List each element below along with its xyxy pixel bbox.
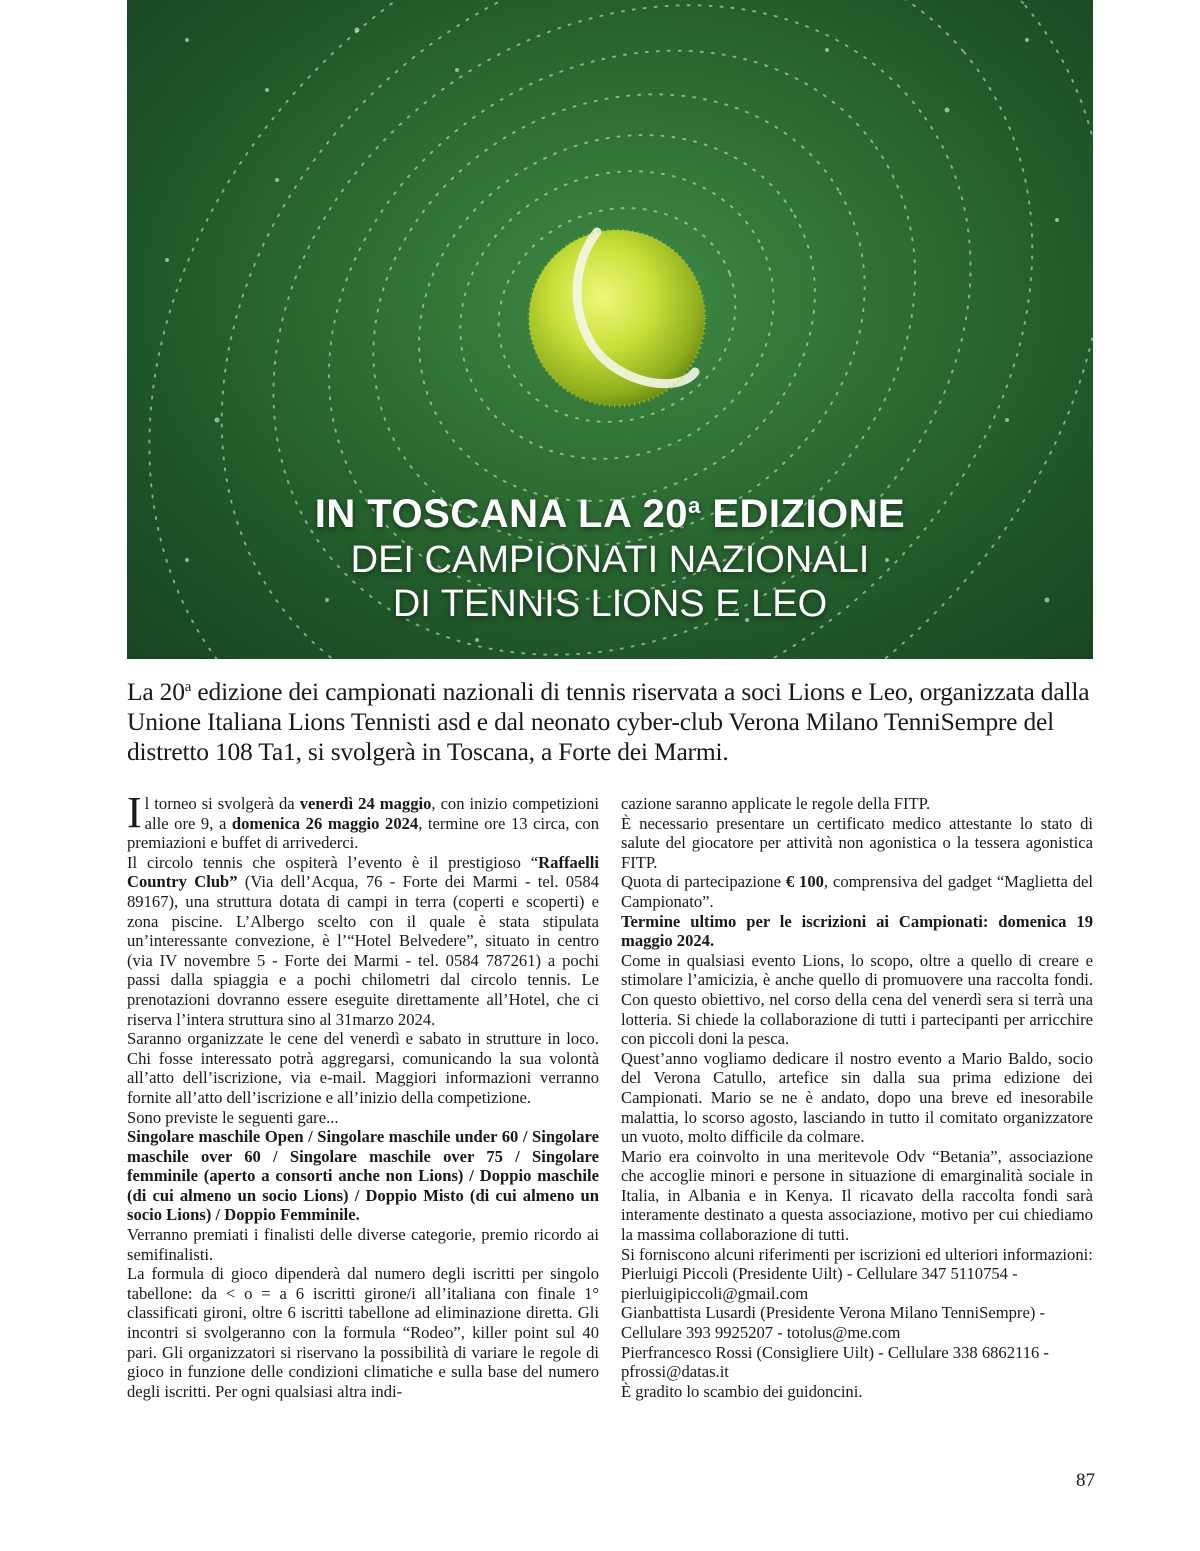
paragraph: Verranno premiati i finalisti delle diverse categorie, premio ricordo ai semifinalisti.	[127, 1225, 599, 1264]
paragraph: Sono previste le seguenti gare...	[127, 1107, 339, 1127]
contact-line: Pierluigi Piccoli (Presidente Uilt) - Cellulare 347 5110754 - pierluigipiccoli@gmail.com	[621, 1264, 1018, 1303]
paragraph: Si forniscono alcuni riferimenti per iscrizioni ed ulteriori informazioni:	[621, 1244, 1093, 1264]
drop-cap: I	[127, 788, 142, 837]
hero-image	[127, 0, 1093, 659]
title-line-1: IN TOSCANA LA 20$^a$ EDIZIONE	[314, 492, 906, 536]
paragraph: È necessario presentare un certificato medico attestante lo stato di salute del giocatore per attività non agonistica o la tessera agonistica FITP.	[621, 813, 1093, 872]
paragraph: Quest’anno vogliamo dedicare il nostro evento a Mario Baldo, socio del Verona Catullo, artefice sin dalla sua prima edizione dei Campionati. Mario se ne è andato, dopo una breve ed inesorabile malattia, lo scorso agosto, lasciando in tutto il comitato organizzatore un vuoto, molto difficile da colmare.	[621, 1048, 1093, 1147]
contact-line: Pierfrancesco Rossi (Consigliere Uilt) - Cellulare 338 6862116 - pfrossi@datas.it	[621, 1342, 1049, 1382]
page-number: 87	[1076, 1470, 1095, 1491]
lead-paragraph: La 20$^a$ edizione dei campionati nazionali di tennis riservata a soci Lions e Leo, organizzata dalla Unione Italiana Lions Tennisti asd e dal neonato cyber-club Verona Milano TenniSempre del distretto 108 Ta1, si svolgerà in Toscana, a Forte dei Marmi.	[127, 677, 1090, 766]
paragraph: cazione saranno applicate le regole della FITP.	[621, 794, 931, 813]
paragraph: Saranno organizzate le cene del venerdì e sabato in strutture in loco. Chi fosse interessato potrà aggregarsi, comunicando la sua volontà all’atto dell’iscrizione, via e-mail. Maggiori informazioni verranno fornite all’atto dell’iscrizione e all’inizio della competizione.	[127, 1029, 599, 1107]
paragraph: Il circolo tennis che ospiterà l’evento è il prestigioso “Raffaelli Country Club” (Via dell’Acqua, 76 - Forte dei Marmi - tel. 0584 89167), una struttura dotata di campi in terra (coperti e scoperti) e zona piscine. L’Albergo scelto con il quale è stata stipulata un’interessante convezione, è l’“Hotel Belvedere”, situato in centro (via IV novembre 5 - Forte dei Marmi - tel. 0584 787261) a pochi passi dalla spiaggia e a pochi chilometri dal circolo tennis. Le prenotazioni dovranno essere eseguite direttamente all’Hotel, che ci riserva l’intera struttura sino al 31marzo 2024.	[127, 852, 599, 1029]
paragraph: Il torneo si svolgerà da venerdì 24 maggio, con inizio competizioni alle ore 9, a domenica 26 maggio 2024, termine ore 13 circa, con premiazioni e buffet di arrivederci.	[127, 788, 600, 853]
hero-title	[127, 490, 1093, 626]
paragraph: È gradito lo scambio dei guidoncini.	[621, 1381, 863, 1401]
paragraph: Quota di partecipazione € 100, comprensiva del gadget “Maglietta del Campionato”.	[621, 872, 1093, 911]
paragraph: Mario era coinvolto in una meritevole Odv “Betania”, associazione che accoglie minori e persone in situazione di emarginalità sociale in Italia, in Albania e in Kenya. Il ricavato della raccolta fondi sarà interamente destinato a questa associazione, motivo per cui chiediamo la massima collaborazione di tutti.	[621, 1146, 1093, 1245]
title-line-3: DI TENNIS LIONS E LEO	[392, 583, 828, 625]
title-line-2: DEI CAMPIONATI NAZIONALI	[350, 539, 870, 581]
paragraph: Singolare maschile Open / Singolare maschile under 60 / Singolare maschile over 60 / Singolare maschile over 75 / Singolare femminile (aperto a consorti anche non Lions) / Doppio maschile (di cui almeno un socio Lions) / Doppio Misto (di cui almeno un socio Lions) / Doppio Femminile.	[127, 1127, 599, 1225]
paragraph: Come in qualsiasi evento Lions, lo scopo, oltre a quello di creare e stimolare l’amicizia, è anche quello di promuovere una raccolta fondi. Con questo obiettivo, nel corso della cena del venerdì sera si terrà una lotteria. Si chiede la collaborazione di tutti i partecipanti per arricchire con piccoli doni la pesca.	[621, 950, 1093, 1049]
contact-line: Gianbattista Lusardi (Presidente Verona Milano TenniSempre) - Cellulare 393 9925207 - totolus@me.com	[621, 1303, 1046, 1343]
paragraph: Termine ultimo per le iscrizioni ai Campionati: domenica 19 maggio 2024.	[621, 911, 1093, 951]
article-column-right	[621, 794, 1093, 1401]
article-column-left	[127, 788, 600, 1401]
paragraph: La formula di gioco dipenderà dal numero degli iscritti per singolo tabellone: da < o = a 6 iscritti girone/i all’italiana con finale 1° classificati gironi, oltre 6 iscritti tabellone ad eliminazione diretta. Gli incontri si svolgeranno con la formula “Rodeo”, killer point sul 40 pari. Gli organizzatori si riservano la possibilità di variare le regole di gioco in funzione delle condizioni climatiche e sulla base del numero degli iscritti. Per ogni qualsiasi altra indi-	[127, 1264, 599, 1401]
